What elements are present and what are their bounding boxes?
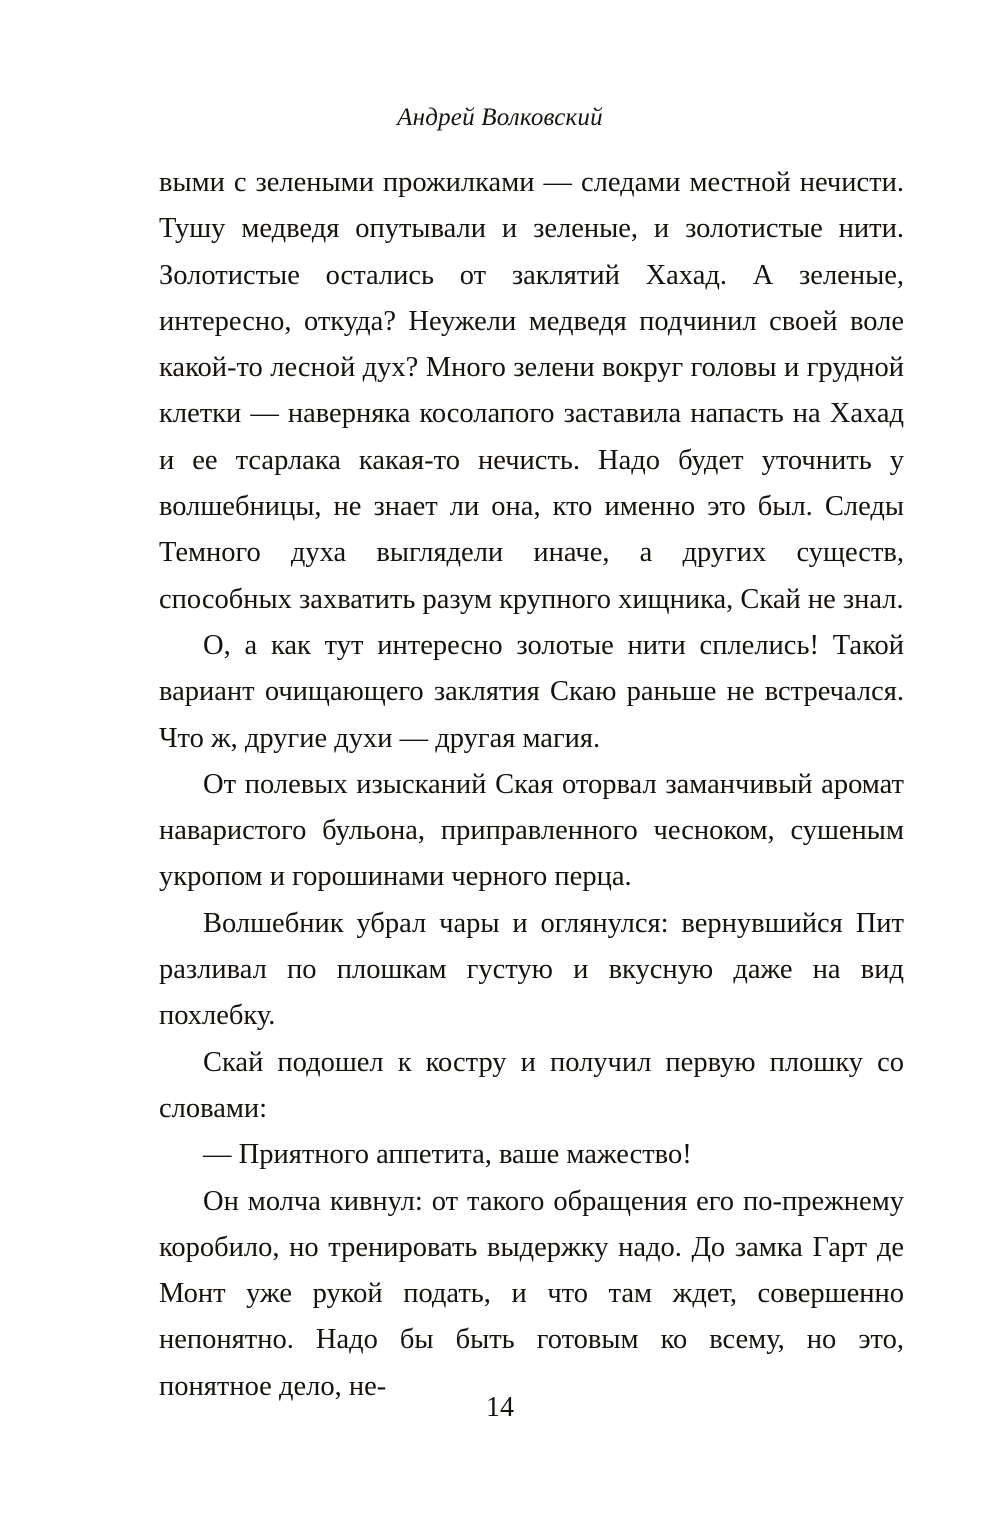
paragraph: О, а как тут интересно золотые нити сплелись! Такой вариант очищающего заклятия Скаю раньше не встречался. Что ж, другие духи — другая магия. — [159, 629, 904, 754]
paragraph: От полевых изысканий Ская оторвал заманчивый аромат наваристого бульона, приправленного чесноком, сушеным укропом и горошинами черного перца. — [159, 768, 904, 893]
paragraph: Он молча кивнул: от такого обращения его по-прежнему коробило, но тренировать выдержку надо. До замка Гарт де Монт уже рукой подать, и что там ждет, совершенно непонятно. Надо бы быть готовым ко всему, но это, понятное дело, не- — [159, 1185, 904, 1402]
paragraph: Волшебник убрал чары и оглянулся: вернувшийся Пит разливал по плошкам густую и вкусную даже на вид похлебку. — [159, 907, 904, 1032]
page-number: 14 — [486, 1392, 514, 1423]
paragraph: — Приятного аппетита, ваше мажество! — [203, 1139, 692, 1171]
body-text — [159, 160, 904, 1410]
paragraph: Скай подошел к костру и получил первую плошку со словами: — [159, 1046, 904, 1124]
running-head-author: Андрей Волковский — [397, 104, 603, 131]
paragraph: выми с зелеными прожилками — следами местной нечисти. Тушу медведя опутывали и зеленые, и золотистые нити. Золотистые остались от заклятий Хахад. А зеленые, интересно, откуда? Неужели медведя подчинил своей воле какой-то лесной дух? Много зелени вокруг головы и грудной клетки — наверняка косолапого заставила напасть на Хахад и ее тсарлака какая-то нечисть. Надо будет уточнить у волшебницы, не знает ли она, кто именно это был. Следы Темного духа выглядели иначе, а других существ, способных захватить разум крупного хищника, Скай не знал. — [159, 167, 904, 615]
